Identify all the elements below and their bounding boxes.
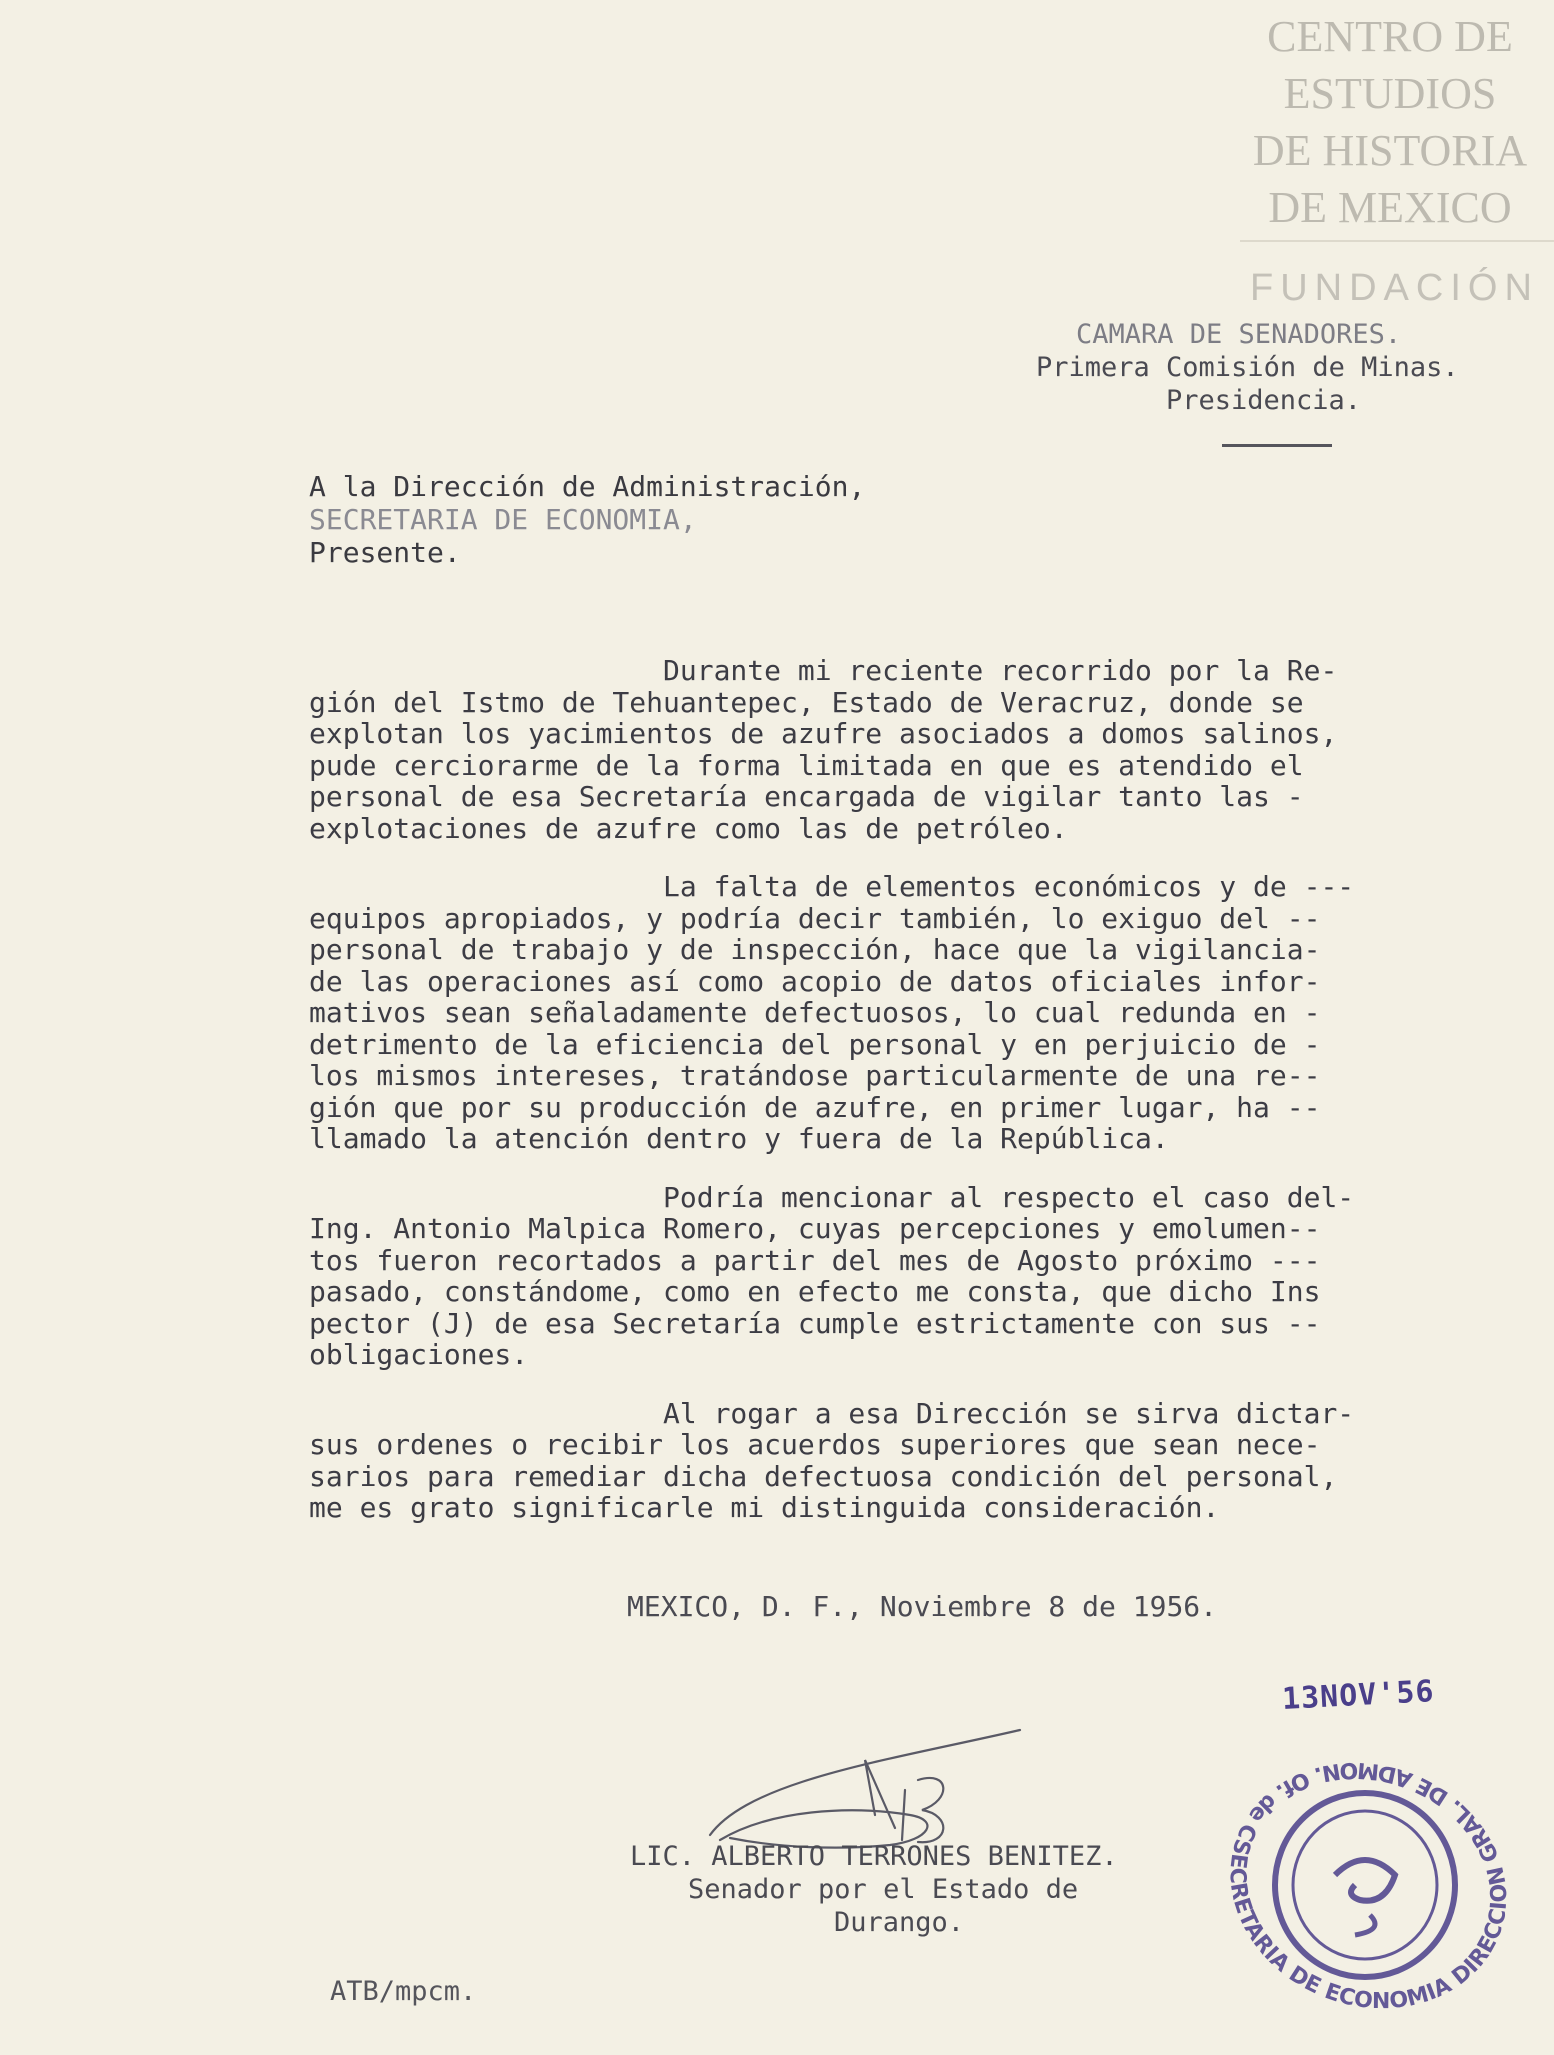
text-line: Durante mi reciente recorrido por la Re-: [663, 654, 1338, 687]
letterhead-chamber: CAMARA DE SENADORES.: [1076, 319, 1402, 350]
text-line: explotaciones de azufre como las de petróleo.: [309, 811, 1068, 845]
text-line: personal de trabajo y de inspección, hace que la vigilancia-: [309, 933, 1321, 966]
letter-body: [309, 655, 1449, 1551]
paragraph: [309, 655, 1449, 844]
signatory-state: Durango.: [834, 1907, 965, 1938]
addressee-line: Presente.: [309, 536, 461, 569]
letterhead-underline: [1222, 444, 1332, 447]
text-line: mativos sean señaladamente defectuosos, lo cual redunda en -: [309, 996, 1321, 1029]
text-line: sarios para remediar dicha defectuosa condición del personal,: [309, 1459, 1338, 1493]
text-line: equipos apropiados, y podría decir también, lo exiguo del --: [309, 901, 1321, 935]
paragraph: [309, 1182, 1449, 1371]
seal-ring-text: SECRETARIA DE ECONOMIA DIRECCION GRAL. DE ADMON. Of. de Correspondencia: [1224, 1756, 1513, 2015]
letterhead-office: Presidencia.: [1166, 385, 1362, 416]
text-line: llamado la atención dentro y fuera de la República.: [309, 1122, 1169, 1155]
watermark-foundation: FUNDACIÓN: [1250, 267, 1539, 309]
text-line: los mismos intereses, tratándose particularmente de una re--: [309, 1059, 1321, 1092]
letterhead: [1000, 318, 1510, 417]
text-line: me es grato significarle mi distinguida consideración.: [309, 1491, 1220, 1524]
watermark-line: DE HISTORIA: [1252, 126, 1528, 175]
text-line: tos fueron recortados a partir del mes de Agosto próximo ---: [309, 1243, 1321, 1277]
text-line: La falta de elementos económicos y de ---: [663, 870, 1355, 903]
watermark-line: DE MEXICO: [1268, 183, 1512, 232]
text-line: detrimento de la eficiencia del personal y en perjuicio de -: [309, 1027, 1321, 1061]
text-line: de las operaciones así como acopio de datos oficiales infor-: [309, 964, 1321, 998]
signatory-name: LIC. ALBERTO TERRONES BENITEZ.: [630, 1841, 1118, 1872]
text-line: pector (J) de esa Secretaría cumple estrictamente con sus --: [309, 1306, 1321, 1340]
received-seal-stamp: [1185, 1735, 1535, 2055]
addressee-line: SECRETARIA DE ECONOMIA,: [309, 503, 697, 536]
text-line: obligaciones.: [309, 1338, 529, 1371]
letterhead-commission: Primera Comisión de Minas.: [1036, 352, 1459, 383]
text-line: Ing. Antonio Malpica Romero, cuyas percepciones y emolumen--: [309, 1212, 1321, 1245]
received-date-stamp: 13NOV'56: [1281, 1674, 1436, 1717]
svg-text:SECRETARIA DE ECONOMIA DIRECCI: [1185, 1735, 1535, 2054]
signatory-block: [630, 1840, 1118, 1939]
text-line: pude cerciorarme de la forma limitada en que es atendido el: [309, 748, 1304, 782]
text-line: pasado, constándome, como en efecto me consta, que dicho Ins: [309, 1275, 1321, 1308]
paragraph: [309, 1398, 1449, 1524]
text-line: Al rogar a esa Dirección se sirva dictar-: [663, 1396, 1355, 1430]
watermark-divider: [1240, 240, 1554, 242]
text-line: gión que por su producción de azufre, en primer lugar, ha --: [309, 1090, 1321, 1124]
watermark-line: ESTUDIOS: [1283, 69, 1497, 118]
paragraph: [309, 871, 1449, 1155]
addressee-line: A la Dirección de Administración,: [309, 470, 866, 503]
watermark-line: CENTRO DE: [1267, 12, 1513, 61]
text-line: personal de esa Secretaría encargada de vigilar tanto las -: [309, 780, 1304, 813]
reference-initials: ATB/mpcm.: [330, 1976, 477, 2007]
archive-watermark: [1240, 8, 1540, 309]
date-line: MEXICO, D. F., Noviembre 8 de 1956.: [627, 1590, 1218, 1623]
signatory-title: Senador por el Estado de: [688, 1874, 1079, 1905]
text-line: sus ordenes o recibir los acuerdos superiores que sean nece-: [309, 1428, 1321, 1461]
text-line: Podría mencionar al respecto el caso del-: [663, 1180, 1355, 1214]
addressee: [309, 470, 865, 569]
text-line: explotan los yacimientos de azufre asociados a domos salinos,: [309, 717, 1338, 750]
text-line: gión del Istmo de Tehuantepec, Estado de Veracruz, donde se: [309, 685, 1304, 719]
